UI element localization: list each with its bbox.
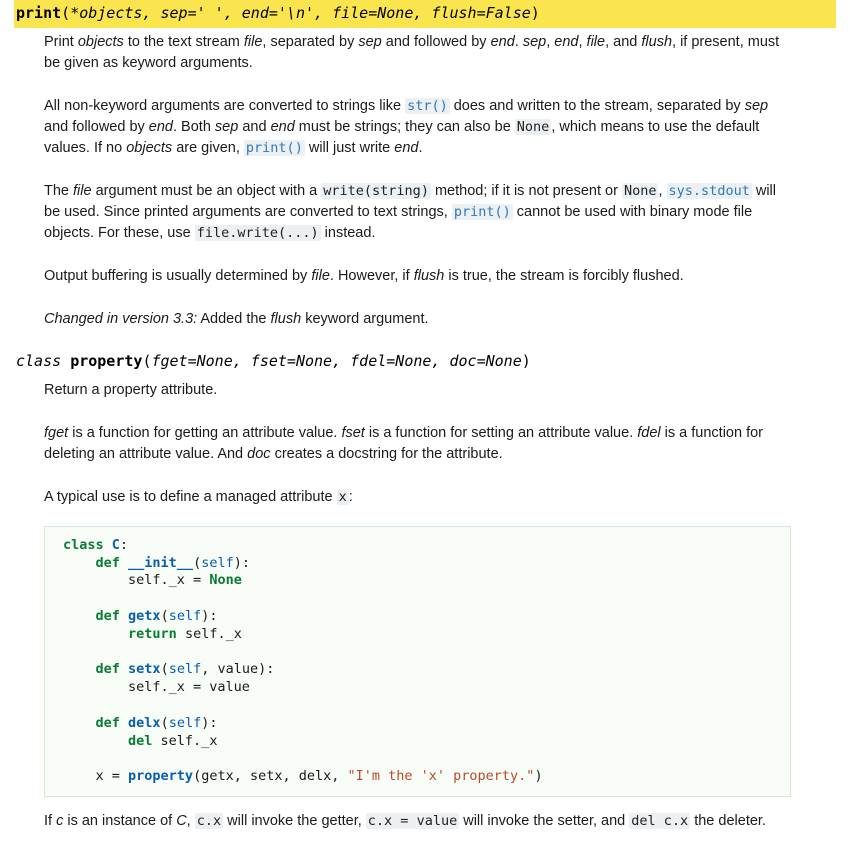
print-function-name: print (16, 4, 62, 22)
print-signature (14, 0, 836, 28)
paragraph: A typical use is to define a managed attribute x : (44, 488, 353, 505)
property-description (44, 376, 791, 512)
property-function-name: property (70, 351, 143, 370)
paragraph: Print objects to the text stream file, separated by sep and followed by end. sep, end, file, and flush, if present, must be given as keyword arguments. (44, 33, 780, 71)
property-close-paren: ) (521, 351, 531, 370)
paragraph: fget is a function for getting an attribute value. fset is a function for setting an attribute value. fdel is a function for deleting an attribute value. And doc creates a docstring for the attribute. (44, 424, 763, 462)
paragraph: If c is an instance of C, c.x will invoke the getter, c.x = value will invoke the setter, and del c.x the deleter. (44, 813, 766, 830)
property-class-keyword: class (16, 351, 62, 370)
property-post-note (44, 811, 791, 832)
property-code-example: class C: def __init__(self): self._x = None def getx(self): return self._x def setx(self, value): self._x = value def delx(self): del self._x x = property(getx, setx, delx, "I'm the 'x' property.") (44, 526, 791, 797)
version-changed-note: Changed in version 3.3: Added the flush keyword argument. (44, 310, 429, 327)
print-close-paren: ) (530, 4, 540, 22)
print-parameters: *objects, sep=' ', end='\n', file=None, flush=False (70, 4, 531, 22)
print-open-paren: ( (61, 4, 71, 22)
property-signature (14, 348, 836, 376)
paragraph: The file argument must be an object with a write(string) method; if it is not present or None , sys.stdout will be used. Since printed arguments are converted to text strings, print() cannot be used with binary mode file objects. For these, use file.write(...) instead. (44, 182, 776, 241)
paragraph: All non-keyword arguments are converted to strings like str() does and written to the stream, separated by sep and followed by end. Both sep and end must be strings; they can also be None , which means to use the default values. If no objects are given, print() will just write end. (44, 97, 769, 156)
paragraph: Output buffering is usually determined by file. However, if flush is true, the stream is forcibly flushed. (44, 267, 684, 284)
paragraph: Return a property attribute. (44, 381, 218, 398)
property-open-paren: ( (142, 351, 152, 370)
print-description (44, 28, 791, 334)
property-parameters: fget=None, fset=None, fdel=None, doc=None (151, 351, 522, 370)
